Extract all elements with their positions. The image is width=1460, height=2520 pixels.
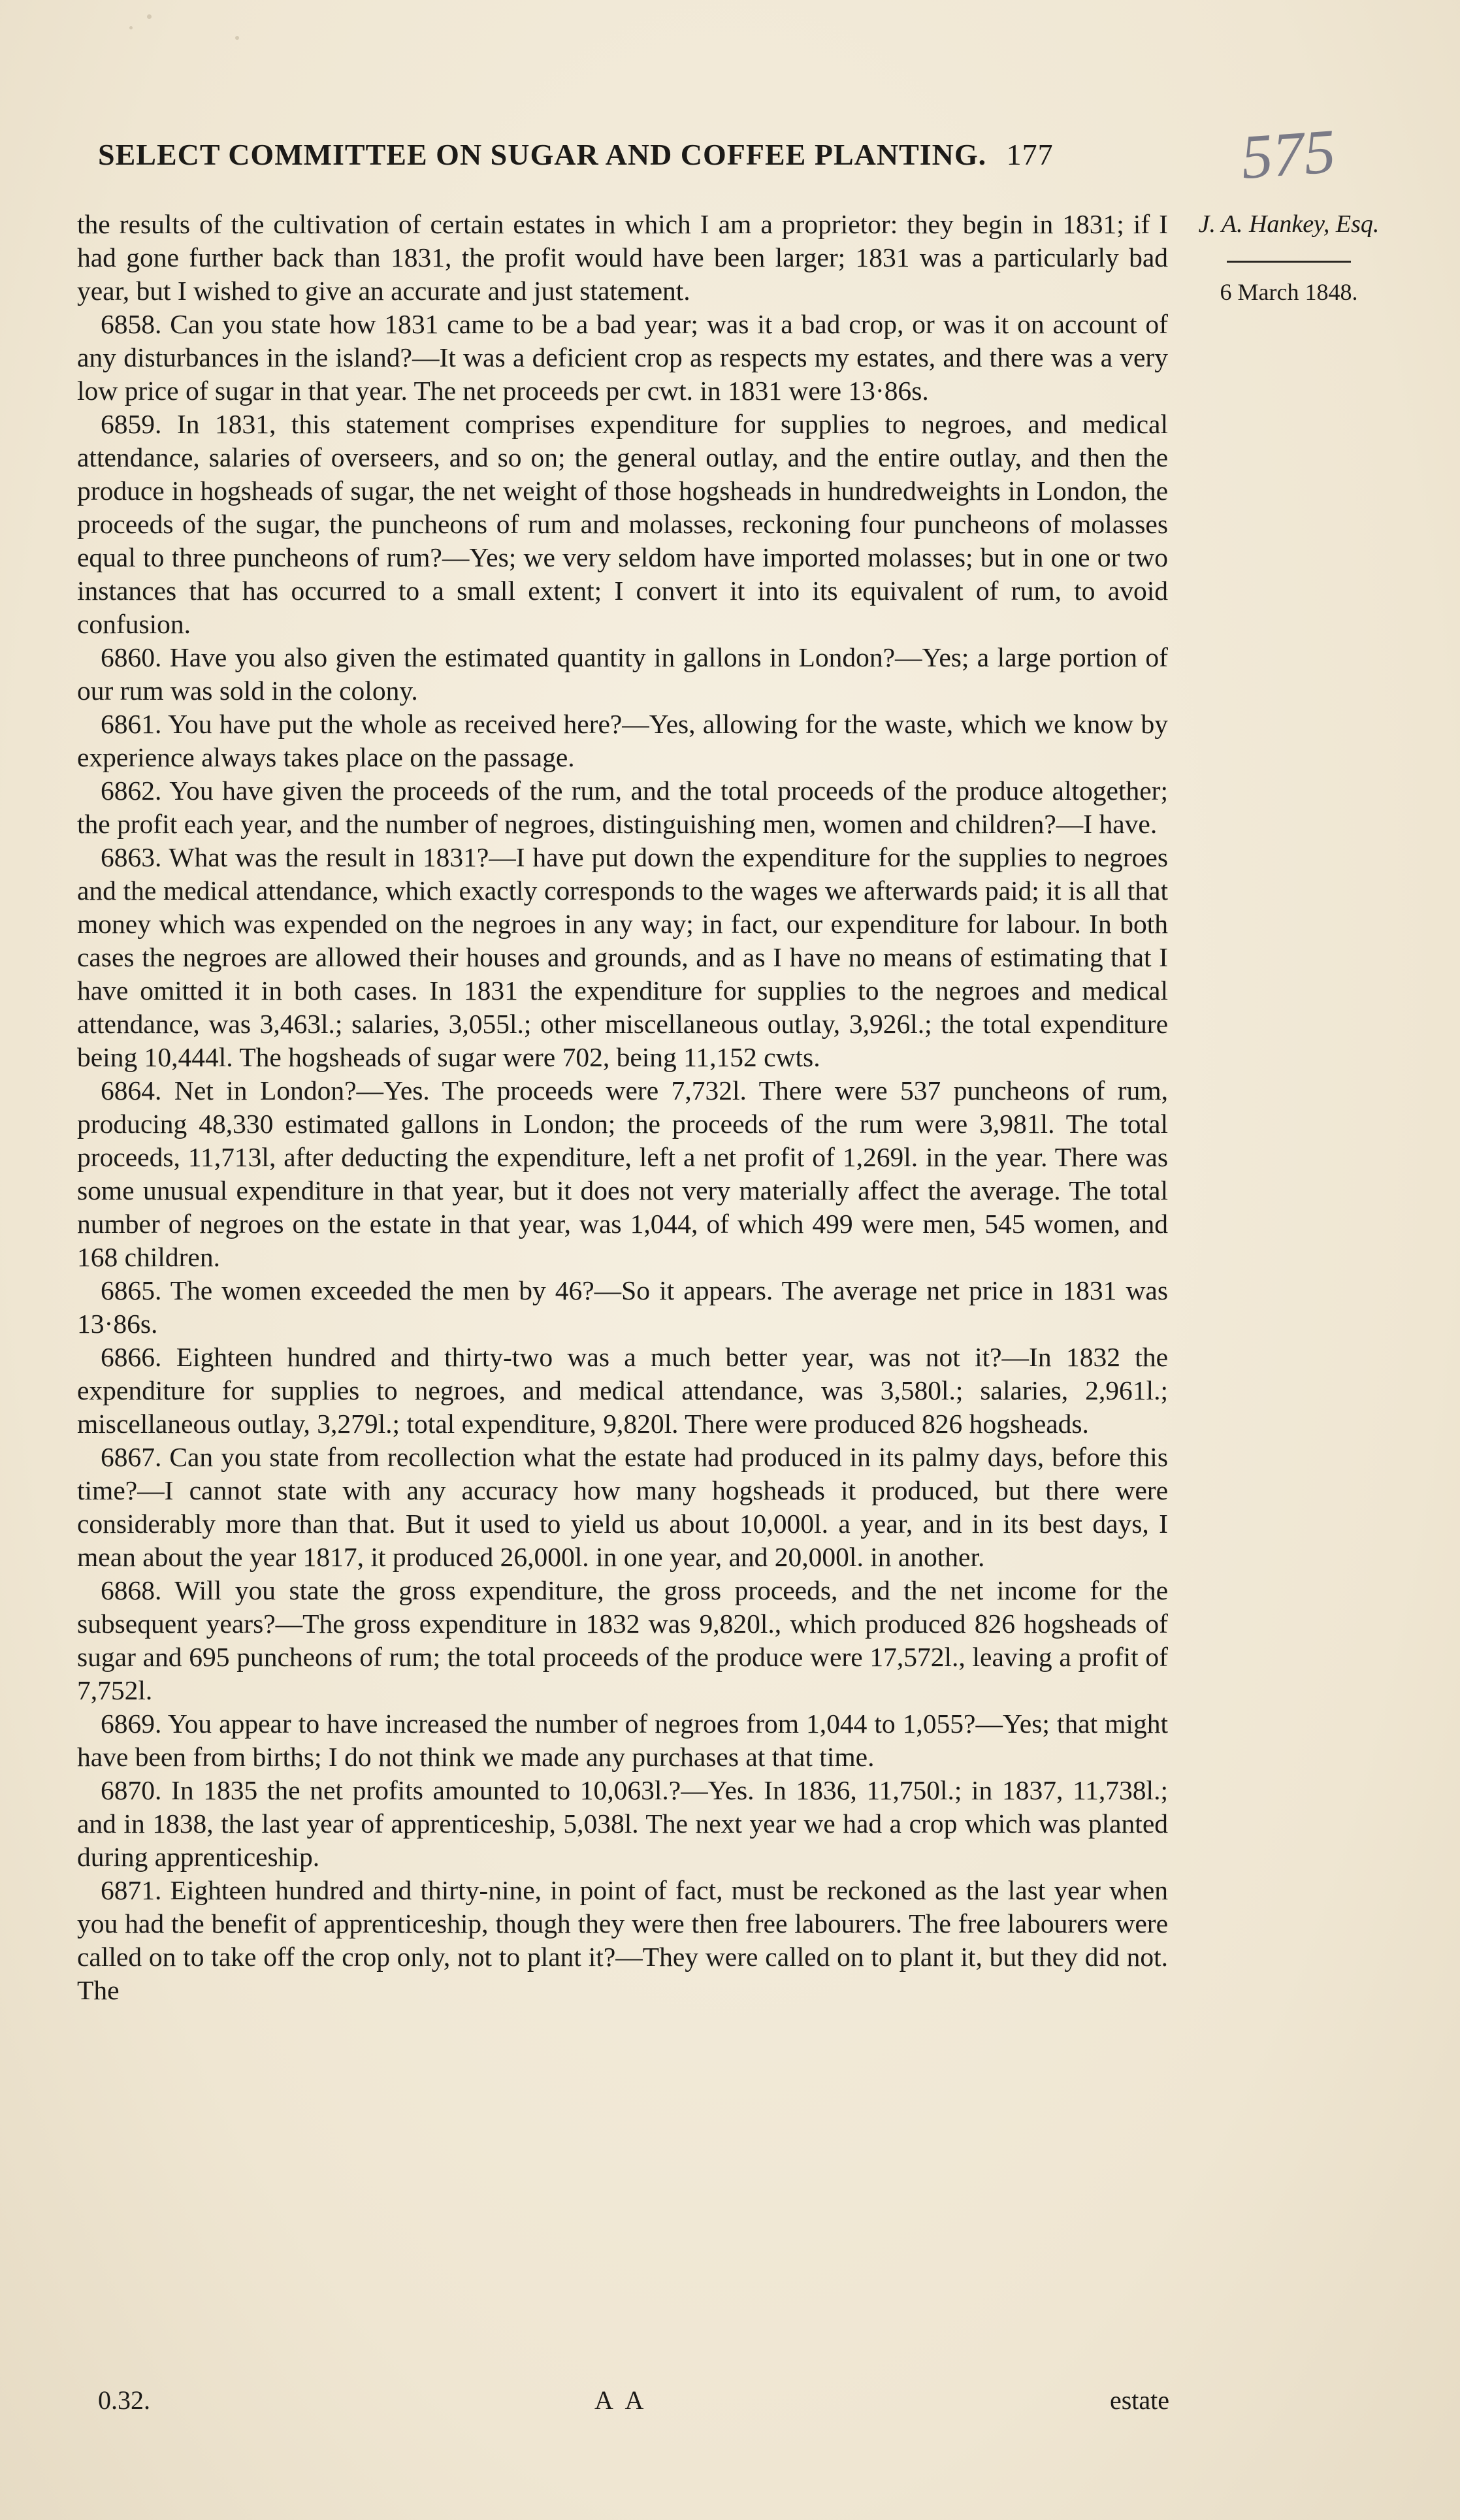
handwritten-folio-number: 575 [1239, 116, 1338, 192]
paragraph-6861: 6861. You have put the whole as received here?—Yes, allowing for the waste, which we know by experience always takes place on the passage. [77, 709, 1168, 772]
paper-speck [235, 36, 239, 40]
header-title: SELECT COMMITTEE ON SUGAR AND COFFEE PLANTING. [98, 138, 987, 171]
paper-speck [129, 26, 133, 29]
paragraph-6869: 6869. You appear to have increased the number of negroes from 1,044 to 1,055?—Yes; that might have been from births; I do not think we made any purchases at that time. [77, 1709, 1168, 1772]
paragraph-6870: 6870. In 1835 the net profits amounted to 10,063l.?—Yes. In 1836, 11,750l.; in 1837, 11,738l.; and in 1838, the last year of apprenticeship, 5,038l. The next year we had a crop which was planted during apprenticeship. [77, 1775, 1168, 1872]
paragraph-6864: 6864. Net in London?—Yes. The proceeds were 7,732l. There were 537 puncheons of rum, producing 48,330 estimated gallons in London; the proceeds of the rum were 3,981l. The total proceeds, 11,713l, after deducting the expenditure, left a net profit of 1,269l. in the year. There was some unusual expenditure in that year, but it does not very materially affect the average. The total number of negroes on the estate in that year, was 1,044, of which 499 were men, 545 women, and 168 children. [77, 1075, 1168, 1272]
paragraph-6868: 6868. Will you state the gross expenditure, the gross proceeds, and the net income for the subsequent years?—The gross expenditure in 1832 was 9,820l., which produced 826 hogsheads of sugar and 695 puncheons of rum; the total proceeds of the produce were 17,572l., leaving a profit of 7,752l. [77, 1575, 1168, 1705]
paragraph-6866: 6866. Eighteen hundred and thirty-two was a much better year, was not it?—In 1832 the expenditure for supplies to negroes, and medical attendance, was 3,580l.; salaries, 2,961l.; miscellaneous outlay, 3,279l.; total expenditure, 9,820l. There were produced 826 hogsheads. [77, 1342, 1168, 1439]
paper-speck [147, 14, 152, 19]
hearing-date: 6 March 1848. [1220, 279, 1358, 305]
margin-rule [1227, 261, 1351, 263]
paragraph-continuation: the results of the cultivation of certain estates in which I am a proprietor: they begin in 1831; if I had gone further back than 1831, the profit would have been larger; 1831 was a particularly bad year, but I wished to give an accurate and just statement. [77, 209, 1168, 306]
catchword: estate [1109, 2385, 1169, 2415]
page-footer [85, 2385, 1169, 2424]
paragraph-6862: 6862. You have given the proceeds of the rum, and the total proceeds of the produce altogether; the profit each year, and the number of negroes, distinguishing men, women and children?—I have. [77, 776, 1168, 839]
page-number: 177 [1006, 138, 1054, 171]
paragraph-6863: 6863. What was the result in 1831?—I have put down the expenditure for the supplies to negroes and the medical attendance, which exactly corresponds to the wages we afterwards paid; it is all that money which was expended on the negroes in any way; in fact, our expenditure for labour. In both cases the negroes are allowed their houses and grounds, and as I have no means of estimating that I have omitted it in both cases. In 1831 the expenditure for supplies to the negroes and medical attendance, was 3,463l.; salaries, 3,055l.; other miscellaneous outlay, 3,926l.; the total expenditure being 10,444l. The hogsheads of sugar were 702, being 11,152 cwts. [77, 842, 1168, 1072]
paragraph-6865: 6865. The women exceeded the men by 46?—So it appears. The average net price in 1831 was 13·86s. [77, 1275, 1168, 1339]
testimony-text [77, 208, 1168, 2007]
paragraph-6860: 6860. Have you also given the estimated quantity in gallons in London?—Yes; a large portion of our rum was sold in the colony. [77, 642, 1168, 706]
running-header [98, 137, 1169, 172]
paragraph-6858: 6858. Can you state how 1831 came to be a bad year; was it a bad crop, or was it on account of any disturbances in the island?—It was a deficient crop as respects my estates, and there was a very low price of sugar in that year. The net proceeds per cwt. in 1831 were 13·86s. [77, 309, 1168, 406]
document-reference: 0.32. [98, 2385, 150, 2415]
paragraph-6859: 6859. In 1831, this statement comprises expenditure for supplies to negroes, and medical attendance, salaries of overseers, and so on; the general outlay, and the entire outlay, and then the produce in hogsheads of sugar, the net weight of those hogsheads in hundredweights in London, the proceeds of the sugar, the puncheons of rum and molasses, reckoning four puncheons of molasses equal to three puncheons of rum?—Yes; we very seldom have imported molasses; but in one or two instances that has occurred to a small extent; I convert it into its equivalent of rum, to avoid confusion. [77, 409, 1168, 639]
paragraph-6871: 6871. Eighteen hundred and thirty-nine, in point of fact, must be reckoned as the last year when you had the benefit of apprenticeship, though they were then free labourers. The free labourers were called on to take off the crop only, not to plant it?—They were called on to plant it, but they did not. The [77, 1875, 1168, 2005]
margin-note [1181, 208, 1397, 308]
witness-name: J. A. Hankey, Esq. [1198, 210, 1380, 238]
paragraph-6867: 6867. Can you state from recollection what the estate had produced in its palmy days, before this time?—I cannot state with any accuracy how many hogsheads it produced, but there were considerably more than that. But it used to yield us about 10,000l. a year, and in its best days, I mean about the year 1817, it produced 26,000l. in one year, and 20,000l. in another. [77, 1442, 1168, 1572]
signature-mark: A A [594, 2385, 648, 2415]
